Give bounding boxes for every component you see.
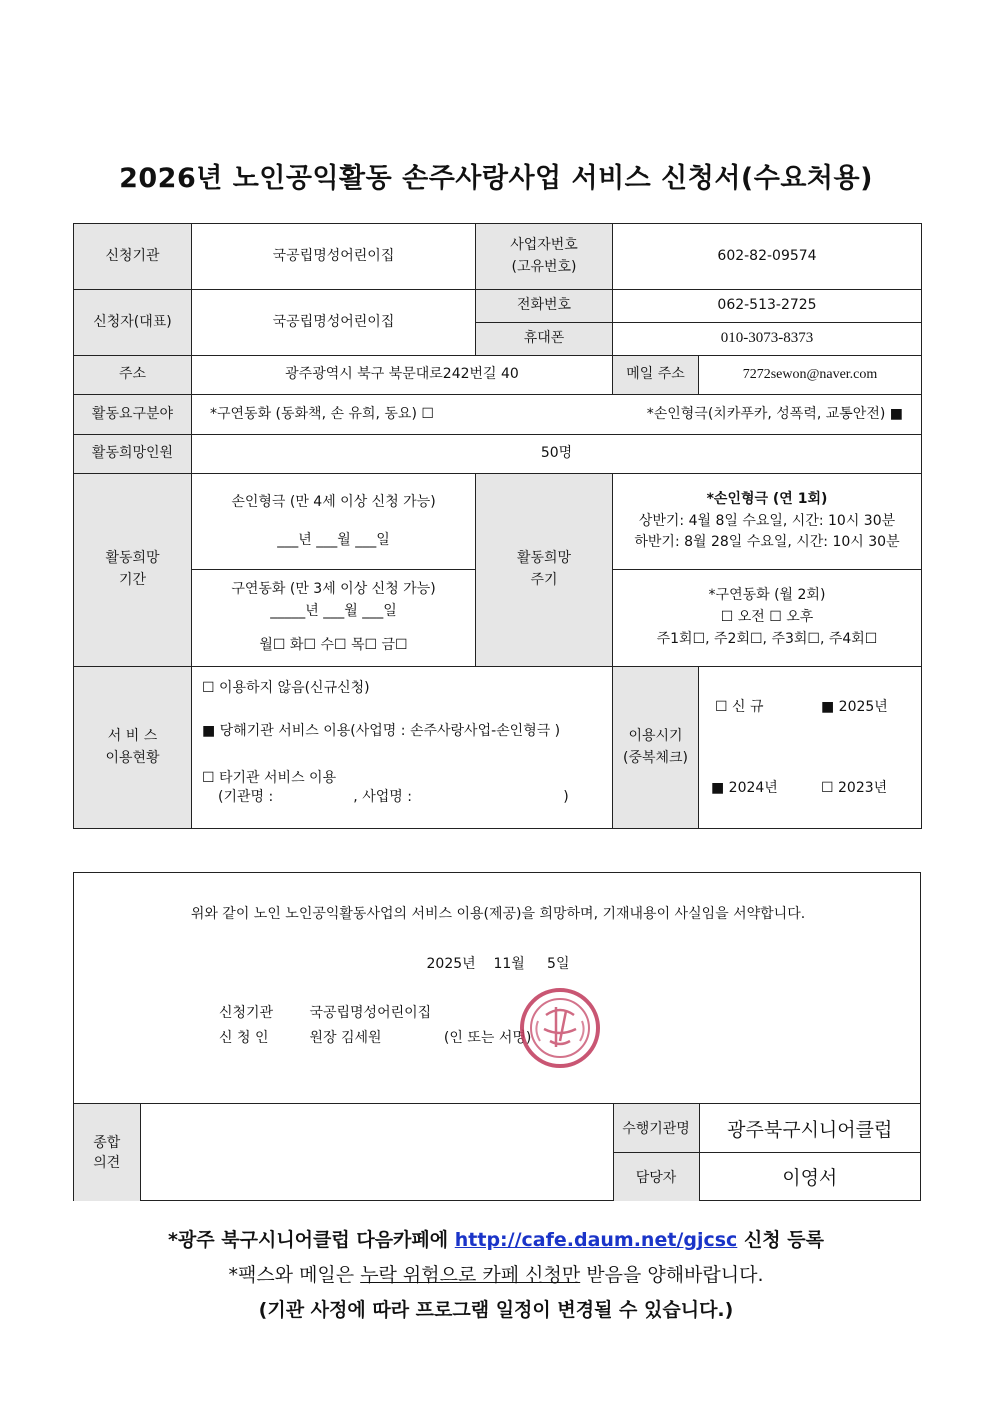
story-weekdays: 월☐ 화☐ 수☐ 목☐ 금☐	[259, 636, 408, 653]
representative-label: 신청자(대표)	[74, 290, 192, 356]
declaration-box	[73, 872, 921, 1201]
sign-org-value: 국공립명성어린이집	[309, 1005, 432, 1021]
option-storytelling: *구연동화 (동화책, 손 유희, 동요) ☐	[210, 405, 434, 422]
note-line-2	[0, 1258, 992, 1293]
story-period-date: _____년 ___월 ___일	[270, 603, 397, 620]
declaration-text: 위와 같이 노인 노인공익활동사업의 서비스 이용(제공)을 희망하며, 기재내용이 사실임을 서약합니다.	[190, 906, 806, 922]
puppet-period-date: ___년 ___월 ___일	[277, 531, 390, 548]
story-period-title: 구연동화 (만 3세 이상 신청 가능)	[231, 581, 436, 598]
applicant-org-value: 국공립명성어린이집	[192, 224, 476, 290]
puppet-cycle-title: *손인형극 (연 1회)	[706, 490, 828, 507]
status-not-used: ☐ 이용하지 않음(신규신청)	[202, 680, 370, 696]
story-period-cell	[192, 570, 476, 667]
operator-value: 광주북구시니어클럽	[699, 1104, 920, 1153]
service-status-label-line2: 이용현황	[105, 749, 160, 766]
address-value: 광주광역시 북구 북문대로242번길 40	[192, 356, 613, 395]
story-ampm: ☐ 오전 ☐ 오후	[720, 609, 814, 626]
story-weekly: 주1회☐, 주2회☐, 주3회☐, 주4회☐	[656, 630, 878, 647]
status-other-service: ☐ 타기관 서비스 이용	[202, 769, 337, 786]
puppet-cycle-cell	[613, 474, 922, 570]
biz-no-label	[476, 224, 613, 290]
mobile-value: 010-3073-8373	[613, 323, 922, 356]
applicant-org-label: 신청기관	[74, 224, 192, 290]
opinion-label	[74, 1104, 140, 1201]
sign-note: (인 또는 서명)	[443, 1030, 532, 1046]
usage-period-label-line1: 이용시기	[628, 727, 683, 744]
application-form-table	[73, 223, 922, 829]
usage-period-label	[613, 667, 699, 829]
biz-no-label-line1: 사업자번호	[510, 236, 578, 253]
service-status-label-line1: 서 비 스	[107, 727, 158, 744]
usage-2025: ■ 2025년	[821, 699, 888, 715]
puppet-period-cell	[192, 474, 476, 570]
period-label-line2: 기간	[118, 572, 147, 588]
opinion-table	[74, 1103, 920, 1201]
manager-label: 담당자	[613, 1153, 699, 1201]
address-label: 주소	[74, 356, 192, 395]
headcount-label: 활동희망인원	[74, 435, 192, 474]
puppet-second-half: 하반기: 8월 28일 수요일, 시간: 10시 30분	[634, 534, 900, 551]
option-puppet-show: *손인형극(치카푸카, 성폭력, 교통안전) ■	[646, 405, 903, 422]
puppet-first-half: 상반기: 4월 8일 수요일, 시간: 10시 30분	[638, 512, 896, 529]
email-value: 7272sewon@naver.com	[699, 356, 922, 395]
story-cycle-cell	[613, 570, 922, 667]
phone-value: 062-513-2725	[613, 290, 922, 323]
signature-block	[219, 1001, 531, 1051]
biz-no-label-line2: (고유번호)	[511, 258, 577, 275]
opinion-content[interactable]	[140, 1104, 613, 1201]
service-status-options	[192, 667, 613, 829]
status-own-service: ■ 당해기관 서비스 이용(사업명 : 손주사랑사업-손인형극 )	[202, 722, 561, 739]
footer-notes	[0, 1223, 992, 1328]
document-title: 2026년 노인공익활동 손주사랑사업 서비스 신청서(수요처용)	[119, 163, 873, 194]
opinion-label-line2: 의견	[93, 1155, 121, 1172]
mobile-label: 휴대폰	[476, 323, 613, 356]
activity-field-options	[192, 395, 922, 435]
phone-label: 전화번호	[476, 290, 613, 323]
usage-period-options	[699, 667, 922, 829]
usage-2023: ☐ 2023년	[821, 780, 888, 796]
puppet-period-title: 손인형극 (만 4세 이상 신청 가능)	[231, 493, 436, 510]
opinion-label-line1: 종합	[93, 1135, 121, 1152]
usage-new: ☐ 신 규	[715, 699, 764, 715]
declaration-date: 2025년 11월 5일	[426, 956, 570, 972]
biz-no-value: 602-82-09574	[613, 224, 922, 290]
email-label: 메일 주소	[613, 356, 699, 395]
note2-underlined: 누락 위험으로 카페 신청만	[360, 1264, 581, 1286]
usage-period-label-line2: (중복체크)	[622, 749, 689, 766]
service-status-label	[74, 667, 192, 829]
usage-2024: ■ 2024년	[711, 780, 778, 796]
activity-field-label: 활동요구분야	[74, 395, 192, 435]
note2-prefix: *팩스와 메일은	[228, 1264, 355, 1286]
note-line-1	[0, 1223, 992, 1258]
status-other-detail: (기관명 : , 사업명 : )	[218, 788, 569, 805]
story-cycle-title: *구연동화 (월 2회)	[708, 587, 826, 604]
cafe-link[interactable]: http://cafe.daum.net/gjcsc	[454, 1229, 738, 1251]
cycle-label-line1: 활동희망	[516, 550, 572, 567]
sign-person-label: 신 청 인	[219, 1030, 269, 1046]
manager-value: 이영서	[699, 1153, 920, 1201]
headcount-value: 50명	[192, 435, 922, 474]
official-seal-stamp	[516, 985, 604, 1071]
note2-suffix: 받음을 양해바랍니다.	[586, 1264, 764, 1286]
representative-value: 국공립명성어린이집	[192, 290, 476, 356]
note1-suffix: 신청 등록	[743, 1229, 824, 1251]
operator-label: 수행기관명	[613, 1104, 699, 1153]
cycle-label-line2: 주기	[530, 572, 558, 588]
period-label	[74, 474, 192, 667]
sign-person-value: 원장 김세원	[309, 1030, 382, 1046]
period-label-line1: 활동희망	[105, 550, 160, 567]
sign-org-label: 신청기관	[219, 1005, 274, 1021]
note-line-3: (기관 사정에 따라 프로그램 일정이 변경될 수 있습니다.)	[258, 1299, 734, 1321]
note1-prefix: *광주 북구시니어클럽 다음카페에	[168, 1229, 449, 1251]
cycle-label	[476, 474, 613, 667]
